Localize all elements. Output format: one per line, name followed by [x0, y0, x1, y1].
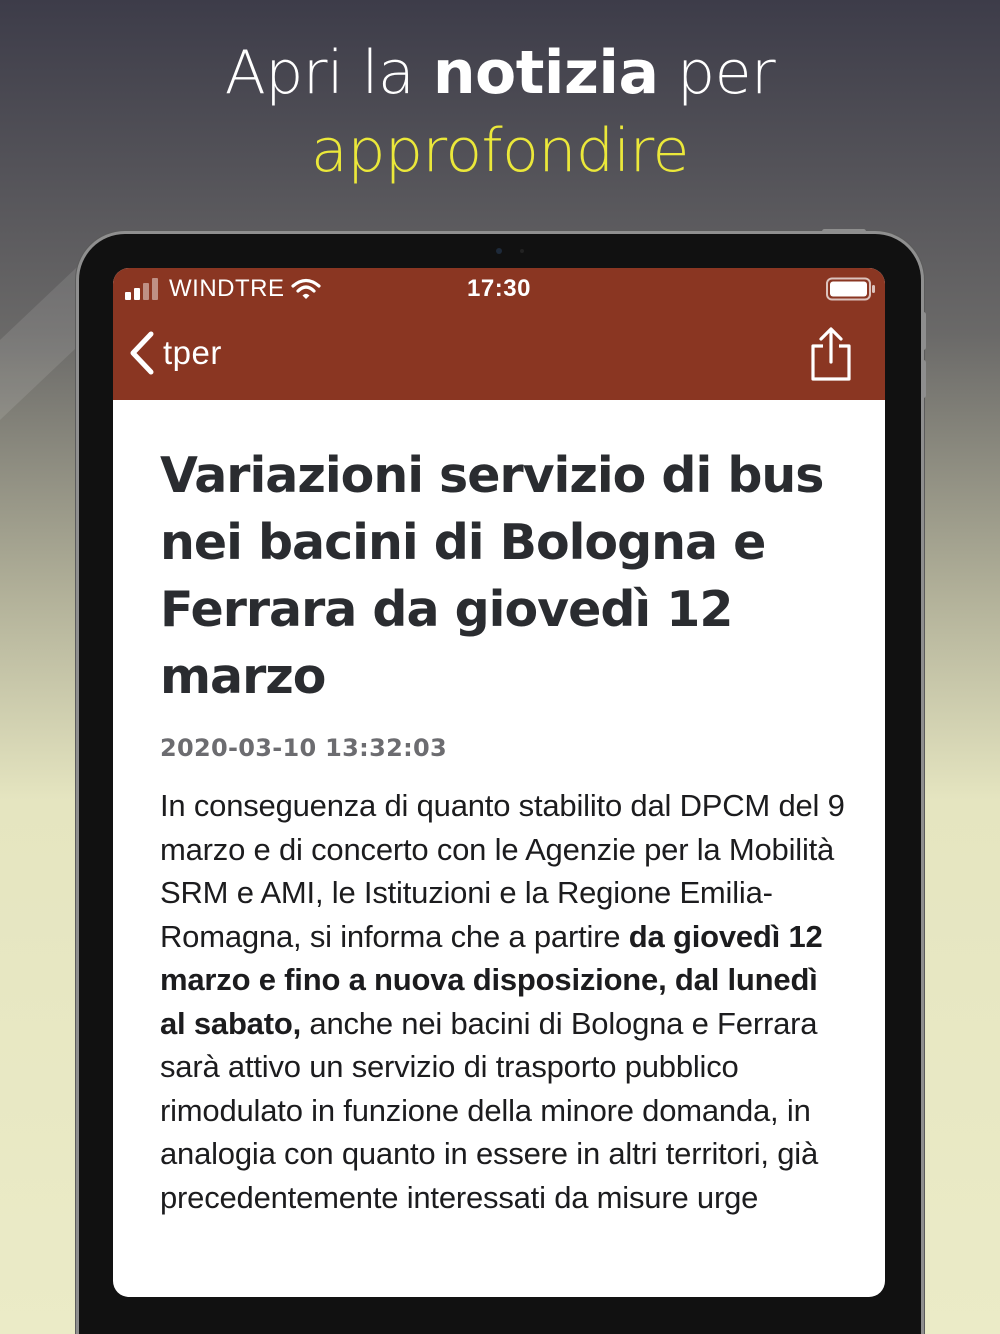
article-body-text: In conseguenza di quanto stabilito dal DPCM del 9 marzo e di concerto con le Agenzie per la Mobilità SRM e AMI, le Istituzioni e la Regione Emilia-Romagna, si informa che a partire [160, 788, 845, 954]
front-camera [496, 248, 502, 254]
promo-bold-text: notizia [432, 38, 659, 108]
promo-text: Apri la [224, 38, 433, 108]
promo-text: per [658, 38, 776, 108]
article-body-text: anche nei bacini di Bologna e Ferrara sarà attivo un servizio di trasporto pubblico rimodulato in funzione della minore domanda, in analogia con quanto in essere in altri territori, già precedentemente interessati da misure urge [160, 1005, 819, 1215]
article-title: Variazioni servizio di bus nei bacini di Bologna e Ferrara da giovedì 12 marzo [160, 447, 824, 705]
navigation-header [113, 268, 885, 400]
battery-icon [826, 277, 876, 301]
share-icon[interactable] [807, 326, 855, 382]
article-content [160, 442, 850, 1219]
carrier-name: WINDTRE [169, 275, 285, 302]
tablet-screen [113, 268, 885, 1297]
article-date: 2020-03-10 13:32:03 [160, 734, 447, 762]
back-button-label: tper [163, 334, 222, 371]
promo-line-2: approfondire [311, 116, 689, 186]
chevron-left-icon [127, 330, 157, 376]
tablet-volume-up-button [921, 312, 926, 350]
article-body [160, 784, 850, 1219]
back-button[interactable] [127, 328, 222, 378]
camera-sensor [520, 249, 524, 253]
status-bar [113, 268, 885, 312]
status-time: 17:30 [467, 275, 531, 302]
promo-line-1 [0, 34, 1000, 112]
tablet-top-button [822, 229, 866, 234]
tablet-volume-down-button [921, 360, 926, 398]
article-body-bold-text: da giovedì 12 marzo e fino a nuova disposizione, dal lunedì al sabato, [160, 918, 823, 1041]
promo-headline [0, 34, 1000, 190]
